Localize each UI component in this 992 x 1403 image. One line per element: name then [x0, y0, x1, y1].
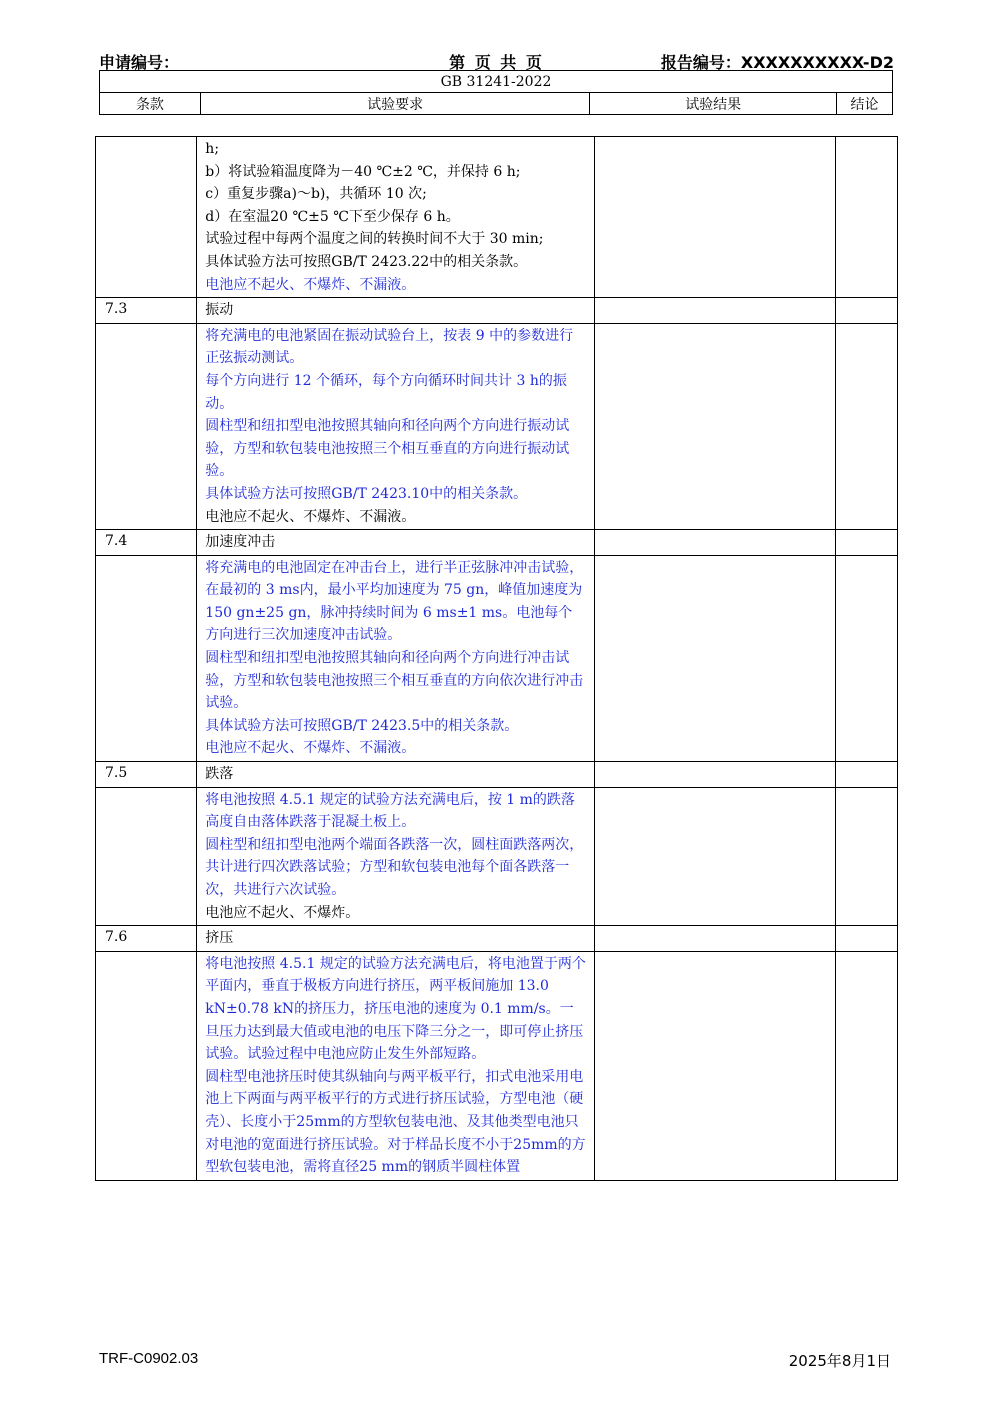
clause-content-row — [96, 787, 898, 926]
clause-heading-row — [96, 762, 898, 788]
requirement-text: 电池应不起火、不爆炸。 — [205, 904, 360, 921]
requirement-cell — [197, 323, 595, 529]
page-header — [99, 48, 894, 70]
result-cell[interactable] — [594, 951, 836, 1180]
verdict-cell[interactable] — [836, 137, 898, 298]
requirement-text: 圆柱型电池挤压时使其纵轴向与两平板平行，扣式电池采用电池上下两面与两平板平行的方式进行挤压试验，方型电池（硬壳）、长度小于25mm的方型软包装电池、及其他类型电池只对电池的宽面进行挤压试验。对于样品长度不小于25mm的方型软包装电池，需将直径25 mm的钢质半圆柱体置 — [205, 1068, 586, 1176]
requirement-text: h; — [205, 141, 220, 157]
clause-number-cell: 7.6 — [96, 926, 197, 952]
requirements-table — [95, 136, 898, 1181]
verdict-cell[interactable] — [836, 951, 898, 1180]
application-no-label: 申请编号： — [99, 53, 180, 72]
report-no-label: 报告编号：XXXXXXXXXX-D2 — [660, 53, 894, 72]
column-header-result: 试验结果 — [590, 93, 837, 115]
clause-content-row — [96, 951, 898, 1180]
requirement-text: 电池应不起火、不爆炸、不漏液。 — [205, 276, 416, 293]
requirement-cell: 跌落 — [197, 762, 595, 788]
verdict-cell[interactable] — [836, 762, 898, 788]
clause-number-cell — [96, 323, 197, 529]
verdict-cell[interactable] — [836, 787, 898, 926]
verdict-cell[interactable] — [836, 530, 898, 556]
result-cell[interactable] — [594, 323, 836, 529]
result-cell[interactable] — [594, 762, 836, 788]
clause-number-cell — [96, 555, 197, 761]
requirement-cell: 振动 — [197, 298, 595, 324]
requirement-text: d）在室温20 ℃±5 ℃下至少保存 6 h。 — [205, 208, 460, 225]
result-cell[interactable] — [594, 298, 836, 324]
requirement-text: 每个方向进行 12 个循环，每个方向循环时间共计 3 h的振动。 — [205, 372, 567, 412]
clause-content-row — [96, 323, 898, 529]
requirement-text: c）重复步骤a)～b)，共循环 10 次; — [205, 186, 427, 203]
clause-number-cell — [96, 951, 197, 1180]
column-header-requirement: 试验要求 — [200, 93, 589, 115]
clause-content-row — [96, 137, 898, 298]
verdict-cell[interactable] — [836, 298, 898, 324]
requirement-cell — [197, 137, 595, 298]
result-cell[interactable] — [594, 555, 836, 761]
requirement-cell: 加速度冲击 — [197, 530, 595, 556]
clause-heading-row — [96, 530, 898, 556]
requirement-text: b）将试验箱温度降为－40 ℃±2 ℃，并保持 6 h; — [205, 163, 521, 180]
requirement-text: 将电池按照 4.5.1 规定的试验方法充满电后，将电池置于两个平面内，垂直于极板方向进行挤压，两平板间施加 13.0 kN±0.78 kN的挤压力，挤压电池的速度为 0.1 mm/s。一旦压力达到最大值或电池的电压下降三分之一，即可停止挤压试验。试验过程中电池应防止发生外部短路。 — [205, 955, 586, 1063]
clause-number-cell — [96, 787, 197, 926]
requirement-text: 试验过程中每两个温度之间的转换时间不大于 30 min; — [205, 231, 544, 248]
requirement-text: 电池应不起火、不爆炸、不漏液。 — [205, 508, 416, 525]
clause-number-cell — [96, 137, 197, 298]
result-cell[interactable] — [594, 926, 836, 952]
clause-content-row — [96, 555, 898, 761]
requirement-text: 将充满电的电池固定在冲击台上，进行半正弦脉冲冲击试验，在最初的 3 ms内，最小平均加速度为 75 gn，峰值加速度为 150 gn±25 gn，脉冲持续时间为 6 ms±1 ms。电池每个方向进行三次加速度冲击试验。 — [205, 559, 584, 644]
requirement-text: 电池应不起火、不爆炸、不漏液。 — [205, 740, 416, 757]
clause-number-cell: 7.4 — [96, 530, 197, 556]
clause-heading-row — [96, 298, 898, 324]
result-cell[interactable] — [594, 530, 836, 556]
column-header-verdict: 结论 — [837, 93, 893, 115]
requirement-text: 将电池按照 4.5.1 规定的试验方法充满电后，按 1 m的跌落高度自由落体跌落于混凝土板上。 — [205, 791, 575, 831]
verdict-cell[interactable] — [836, 323, 898, 529]
result-cell[interactable] — [594, 787, 836, 926]
requirement-text: 具体试验方法可按照GB/T 2423.5中的相关条款。 — [205, 717, 519, 734]
requirement-text: 具体试验方法可按照GB/T 2423.22中的相关条款。 — [205, 253, 528, 270]
requirement-text: 圆柱型和纽扣型电池按照其轴向和径向两个方向进行冲击试验，方型和软包装电池按照三个相互垂直的方向依次进行冲击试验。 — [205, 650, 584, 712]
result-cell[interactable] — [594, 137, 836, 298]
requirement-cell — [197, 787, 595, 926]
verdict-cell[interactable] — [836, 555, 898, 761]
requirement-text: 具体试验方法可按照GB/T 2423.10中的相关条款。 — [205, 485, 528, 502]
header-table — [99, 70, 893, 115]
requirement-cell — [197, 951, 595, 1180]
clause-number-cell: 7.3 — [96, 298, 197, 324]
clause-heading-row — [96, 926, 898, 952]
verdict-cell[interactable] — [836, 926, 898, 952]
requirement-text: 将充满电的电池紧固在振动试验台上，按表 9 中的参数进行正弦振动测试。 — [205, 327, 574, 367]
standard-number: GB 31241-2022 — [100, 71, 893, 93]
form-number: TRF-C0902.03 — [99, 1350, 199, 1367]
clause-number-cell: 7.5 — [96, 762, 197, 788]
requirement-text: 圆柱型和纽扣型电池两个端面各跌落一次，圆柱面跌落两次，共计进行四次跌落试验；方型和软包装电池每个面各跌落一次，共进行六次试验。 — [205, 836, 584, 898]
column-header-clause: 条款 — [100, 93, 201, 115]
requirement-cell: 挤压 — [197, 926, 595, 952]
footer-date: 2025年8月1日 — [788, 1352, 891, 1370]
requirement-cell — [197, 555, 595, 761]
page-count-label: 第 页 共 页 — [449, 53, 544, 72]
requirement-text: 圆柱型和纽扣型电池按照其轴向和径向两个方向进行振动试验，方型和软包装电池按照三个相互垂直的方向进行振动试验。 — [205, 418, 570, 480]
